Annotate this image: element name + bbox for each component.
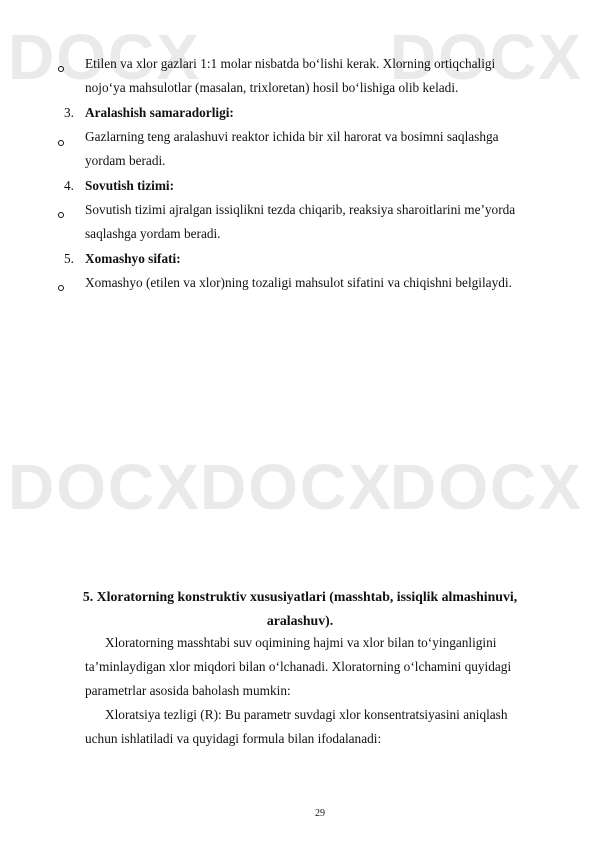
bullet-text-line: Sovutish tizimi ajralgan issiqlikni tezda chiqarib, reaksiya sharoitlarini me’yorda bbox=[85, 202, 516, 217]
watermark-logo: DOCX bbox=[390, 21, 583, 93]
bullet-text-line: yordam beradi. bbox=[85, 153, 166, 168]
bullet-icon bbox=[58, 212, 64, 218]
bullet-icon bbox=[58, 66, 64, 72]
watermark-logo: DOCX bbox=[200, 451, 393, 523]
paragraph-line: Xloratorning masshtabi suv oqimining hajmi va xlor bilan to‘yinganligini bbox=[105, 635, 497, 650]
watermark-logo: DOCX bbox=[8, 451, 201, 523]
watermark-logo: DOCX bbox=[8, 21, 201, 93]
bullet-text-line: nojo‘ya mahsulotlar (masalan, trixloretan) hosil bo‘lishiga olib keladi. bbox=[85, 80, 459, 95]
bullet-text-line: Etilen va xlor gazlari 1:1 molar nisbatda bo‘lishi kerak. Xlorning ortiqchaligi bbox=[85, 56, 496, 71]
list-number: 4. bbox=[64, 178, 74, 193]
list-number: 5. bbox=[64, 251, 74, 266]
list-item-title: Sovutish tizimi: bbox=[85, 178, 175, 193]
bullet-text-line: saqlashga yordam beradi. bbox=[85, 226, 221, 241]
list-number: 3. bbox=[64, 105, 74, 120]
watermark-logo: DOCX bbox=[390, 451, 583, 523]
section-heading-line: 5. Xloratorning konstruktiv xususiyatlari (masshtab, issiqlik almashinuvi, bbox=[82, 589, 518, 604]
paragraph-line: Xloratsiya tezligi (R): Bu parametr suvdagi xlor konsentratsiyasini aniqlash bbox=[105, 707, 508, 722]
list-item-title: Xomashyo sifati: bbox=[85, 251, 181, 266]
paragraph-line: ta’minlaydigan xlor miqdori bilan o‘lchanadi. Xloratorning o‘lchamini quyidagi bbox=[85, 659, 512, 674]
bullet-icon bbox=[58, 285, 64, 291]
bullet-text-line: Gazlarning teng aralashuvi reaktor ichida bir xil harorat va bosimni saqlashga bbox=[85, 129, 499, 144]
list-item-title: Aralashish samaradorligi: bbox=[85, 105, 234, 120]
paragraph-line: parametrlar asosida baholash mumkin: bbox=[85, 683, 291, 698]
bullet-text-line: Xomashyo (etilen va xlor)ning tozaligi mahsulot sifatini va chiqishni belgilaydi. bbox=[85, 275, 512, 290]
page-number: 29 bbox=[315, 808, 325, 819]
paragraph-line: uchun ishlatiladi va quyidagi formula bilan ifodalanadi: bbox=[85, 731, 382, 746]
bullet-icon bbox=[58, 140, 64, 146]
section-heading-line: aralashuv). bbox=[266, 613, 334, 628]
